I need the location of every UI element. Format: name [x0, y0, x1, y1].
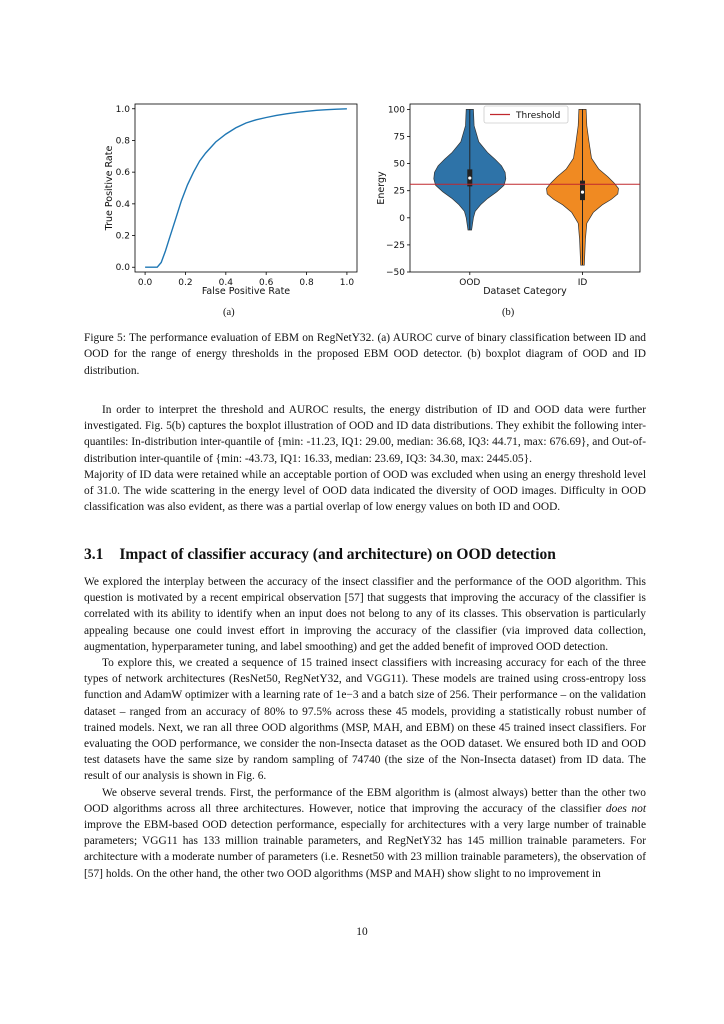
violin-xtick-label: OOD	[459, 278, 481, 288]
roc-ylabel: True Positive Rate	[104, 145, 115, 231]
roc-curve-line	[145, 109, 347, 267]
roc-ytick-label: 0.0	[115, 263, 130, 274]
section-heading	[84, 546, 556, 564]
roc-xtick-label: 0.8	[299, 278, 314, 288]
paragraph-2: Majority of ID data were retained while an acceptable portion of OOD was excluded when using an energy threshold level of 31.0. The wide scattering in the energy level of OOD data indicated the diversity of OOD images. Difficulty in OOD classification was also evident, as there was a partial overlap of low energy values on both ID and OOD.	[84, 468, 646, 514]
violin-median-ood	[468, 176, 471, 179]
paragraph-5-emphasis: does not	[605, 802, 646, 815]
roc-ytick-label: 0.4	[115, 199, 130, 210]
violins	[434, 109, 619, 265]
roc-ytick-label: 0.8	[115, 136, 130, 147]
roc-xlabel: False Positive Rate	[201, 286, 291, 297]
roc-ytick-label: 0.2	[115, 231, 130, 242]
violin-chart	[376, 104, 640, 297]
violin-xtick-label: ID	[577, 278, 588, 288]
section-title: Impact of classifier accuracy (and architecture) on OOD detection	[119, 546, 556, 563]
roc-chart	[104, 104, 357, 297]
legend	[484, 106, 568, 123]
violin-iqr-box-id	[580, 181, 585, 200]
paragraph-1: In order to interpret the threshold and AUROC results, the energy distribution of ID and OOD data were further investigated. Fig. 5(b) captures the boxplot illustration of OOD and ID data distributions. They exhibit the following inter-quantiles: In-distribution inter-quantile of {min: -11.23, IQ1: 29.00, median: 36.68, IQ3: 44.71, max: 676.69}, and Out-of-distribution inter-quantile of {min: -43.73, IQ1: 16.33, median: 23.69, IQ3: 34.30, max: 2445.05}.	[84, 404, 646, 465]
paragraph-3: We explored the interplay between the accuracy of the insect classifier and the performance of the OOD algorithm. This question is motivated by a recent empirical observation [57] that suggests that improving the accuracy of the classifier is correlated with its ability to identify when an input does not belong to any of its classes. This observation is particularly appealing because one could invest effort in improving the accuracy of the classifier (via improved data collection, augmentation, hyperparameter tuning, and label smoothing) and get the added benefit of improved OOD detection.	[84, 576, 646, 653]
roc-xtick-label: 0.4	[218, 278, 233, 288]
roc-xtick-label: 0.2	[178, 278, 193, 288]
violin-ytick-label: 75	[393, 132, 405, 143]
violin-ytick-label: 25	[393, 186, 405, 197]
paragraph-block-2	[84, 574, 646, 882]
section-number: 3.1	[84, 546, 104, 563]
violin-ylabel: Energy	[376, 171, 387, 205]
subfigure-b-label: (b)	[502, 307, 515, 318]
roc-ytick-label: 0.6	[115, 168, 130, 179]
roc-xtick-label: 0.0	[137, 278, 153, 288]
figure-caption: Figure 5: The performance evaluation of EBM on RegNetY32. (a) AUROC curve of binary classification between ID and OOD for the range of energy thresholds in the proposed EBM OOD detector. (b) boxplot diagram of OOD and ID distribution.	[84, 332, 646, 377]
violin-median-id	[581, 191, 584, 194]
roc-axes-frame	[135, 104, 357, 272]
figure-5	[0, 0, 724, 310]
violin-ytick-label: −25	[386, 240, 405, 251]
paragraph-4: To explore this, we created a sequence of 15 trained insect classifiers with increasing accuracy for each of the three types of network architectures (ResNet50, RegNetY32, and VGG11). These models are trained using cross-entropy loss function and AdamW optimizer with a learning rate of 1e−3 and a batch size of 256. Their performance – on the validation dataset – ranged from an accuracy of 80% to 97.5% across these 45 models, providing a statistically robust number of trained models. Next, we ran all three OOD algorithms (MSP, MAH, and EBM) on these 45 trained insect classifiers. For evaluating the OOD performance, we consider the non-Insecta dataset as the OOD dataset. We ensured both ID and OOD test datasets have the same size by random sampling of 74740 (the size of the Non-Insecta dataset) from ID data. The result of our analysis is shown in Fig. 6.	[84, 657, 646, 783]
roc-ytick-label: 1.0	[115, 104, 130, 115]
paragraph-5-start: We observe several trends. First, the performance of the EBM algorithm is (almost always) better than the other two OOD algorithms across all three architectures. However, notice that improving the accuracy of the classifier	[84, 786, 646, 815]
roc-ticks	[116, 105, 355, 288]
paragraph-block-1	[84, 402, 646, 515]
violin-ytick-label: −50	[386, 268, 405, 278]
violin-xlabel: Dataset Category	[483, 286, 567, 297]
violin-ytick-label: 0	[399, 213, 405, 224]
roc-xtick-label: 0.6	[259, 278, 274, 288]
page-number: 10	[356, 926, 368, 938]
legend-threshold-label: Threshold	[516, 111, 561, 121]
paragraph-5	[84, 785, 646, 882]
paragraph-5-end: improve the EBM-based OOD detection performance, especially for architectures with a very large number of trainable parameters; VGG11 has 133 million trainable parameters, and RegNetY32 has 145 million trainable parameters. For architecture with a moderate number of parameters (i.e. Resnet50 with 23 million trainable parameters), the observation of [57] holds. On the other hand, the other two OOD algorithms (MSP and MAH) show slight to no improvement in	[84, 819, 646, 880]
subfigure-a-label: (a)	[223, 307, 235, 318]
violin-ytick-label: 100	[387, 105, 405, 116]
violin-ytick-label: 50	[393, 159, 405, 170]
roc-xtick-label: 1.0	[339, 278, 355, 288]
